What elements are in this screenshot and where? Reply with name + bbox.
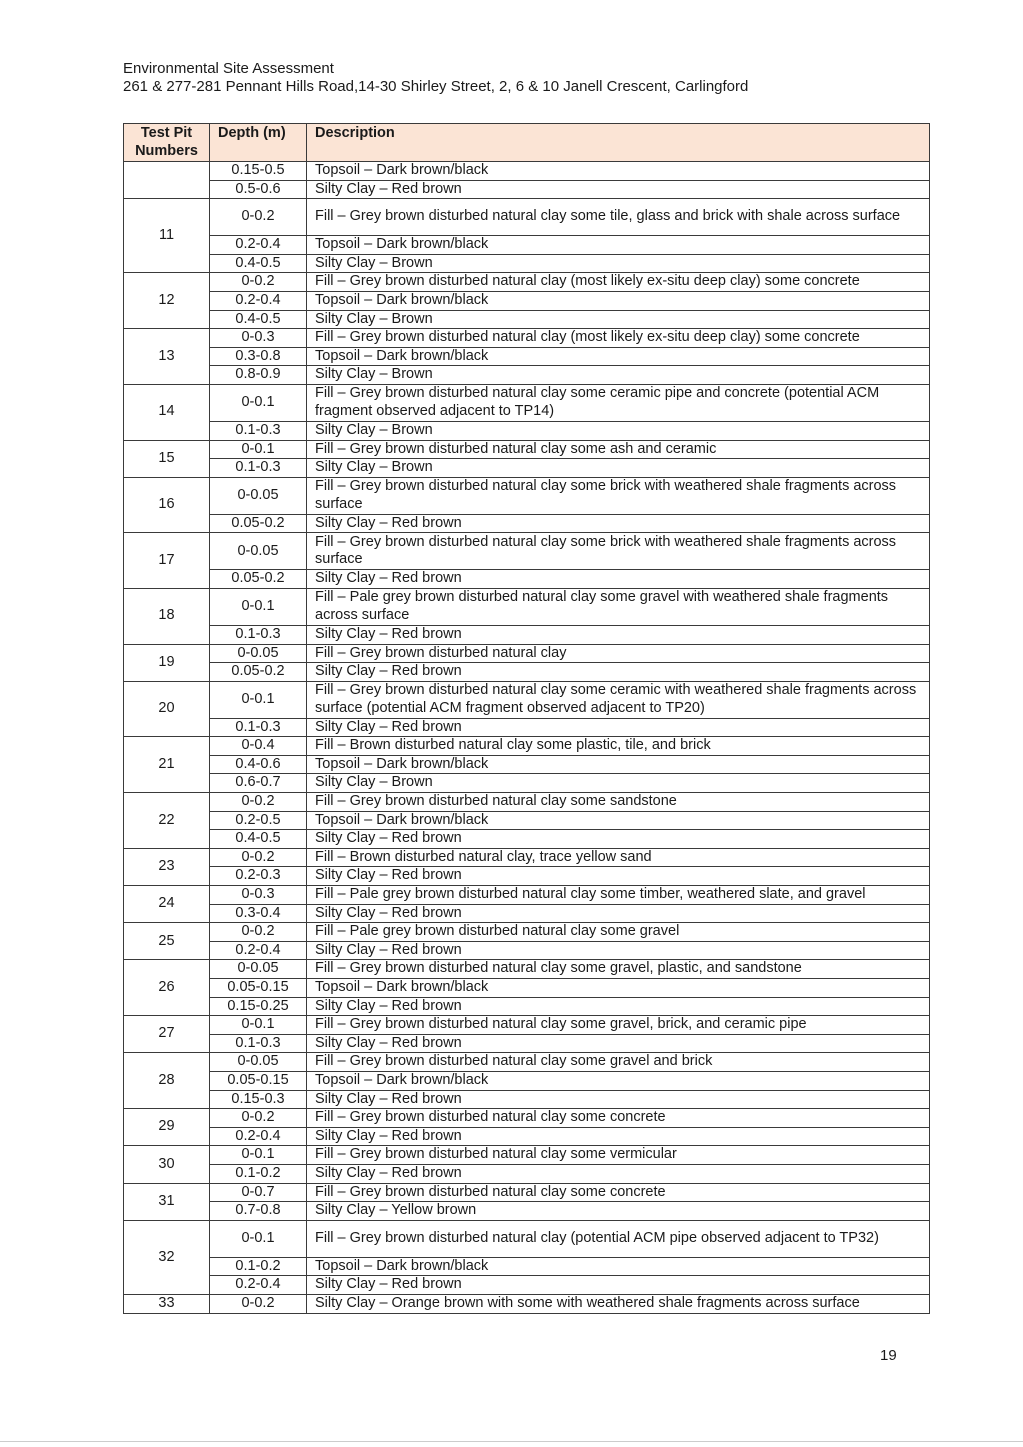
- depth-cell: 0.2-0.4: [210, 941, 307, 960]
- description-cell: Silty Clay – Red brown: [307, 997, 930, 1016]
- depth-cell: 0.4-0.5: [210, 254, 307, 273]
- table-row: [124, 867, 930, 886]
- depth-cell: 0.2-0.5: [210, 811, 307, 830]
- test-pit-number: [124, 162, 210, 199]
- depth-cell: 0-0.1: [210, 1146, 307, 1165]
- table-row: [124, 848, 930, 867]
- table-row: [124, 199, 930, 236]
- table-body: [124, 162, 930, 1314]
- test-pit-number: 19: [124, 644, 210, 681]
- description-cell: Silty Clay – Brown: [307, 421, 930, 440]
- test-pit-number: 16: [124, 477, 210, 533]
- description-cell: Fill – Grey brown disturbed natural clay some gravel, plastic, and sandstone: [307, 960, 930, 979]
- depth-cell: 0-0.2: [210, 1294, 307, 1313]
- table-row: [124, 1090, 930, 1109]
- depth-cell: 0.1-0.3: [210, 718, 307, 737]
- depth-cell: 0-0.2: [210, 793, 307, 812]
- description-cell: Topsoil – Dark brown/black: [307, 1257, 930, 1276]
- description-cell: Fill – Grey brown disturbed natural clay some concrete: [307, 1183, 930, 1202]
- page-number: 19: [880, 1347, 897, 1364]
- table-row: [124, 329, 930, 348]
- table-row: [124, 1127, 930, 1146]
- depth-cell: 0.4-0.6: [210, 755, 307, 774]
- table-row: [124, 236, 930, 255]
- description-cell: Fill – Grey brown disturbed natural clay some ceramic with weathered shale fragments across surface (potential ACM fragment observed adjacent to TP20): [307, 681, 930, 718]
- table-row: [124, 180, 930, 199]
- description-cell: Topsoil – Dark brown/black: [307, 755, 930, 774]
- document-title: Environmental Site Assessment: [123, 60, 334, 77]
- table-row: [124, 663, 930, 682]
- depth-cell: 0-0.2: [210, 1109, 307, 1128]
- table-row: [124, 923, 930, 942]
- table-row: [124, 1164, 930, 1183]
- description-cell: Silty Clay – Orange brown with some with weathered shale fragments across surface: [307, 1294, 930, 1313]
- depth-cell: 0.3-0.4: [210, 904, 307, 923]
- depth-cell: 0.2-0.4: [210, 1127, 307, 1146]
- test-pit-number: 17: [124, 533, 210, 589]
- table-header-row: [124, 124, 930, 162]
- column-header-test-pit: Test Pit Numbers: [124, 124, 210, 162]
- depth-cell: 0.1-0.3: [210, 1034, 307, 1053]
- test-pit-number: 21: [124, 737, 210, 793]
- description-cell: Fill – Grey brown disturbed natural clay some ash and ceramic: [307, 440, 930, 459]
- description-cell: Silty Clay – Red brown: [307, 941, 930, 960]
- depth-cell: 0-0.3: [210, 886, 307, 905]
- depth-cell: 0-0.2: [210, 199, 307, 236]
- depth-cell: 0.7-0.8: [210, 1202, 307, 1221]
- description-cell: Fill – Grey brown disturbed natural clay (most likely ex-situ deep clay) some concrete: [307, 329, 930, 348]
- description-cell: Fill – Grey brown disturbed natural clay some tile, glass and brick with shale across surface: [307, 199, 930, 236]
- table-row: [124, 793, 930, 812]
- table-row: [124, 1053, 930, 1072]
- description-cell: Silty Clay – Red brown: [307, 830, 930, 849]
- depth-cell: 0-0.1: [210, 1220, 307, 1257]
- table-row: [124, 1071, 930, 1090]
- description-cell: Silty Clay – Red brown: [307, 514, 930, 533]
- depth-cell: 0.2-0.4: [210, 291, 307, 310]
- table-row: [124, 440, 930, 459]
- description-cell: Silty Clay – Red brown: [307, 570, 930, 589]
- depth-cell: 0-0.05: [210, 1053, 307, 1072]
- table-row: [124, 997, 930, 1016]
- table-row: [124, 162, 930, 181]
- description-cell: Fill – Grey brown disturbed natural clay some vermicular: [307, 1146, 930, 1165]
- table-row: [124, 941, 930, 960]
- depth-cell: 0.05-0.2: [210, 663, 307, 682]
- test-pit-number: 29: [124, 1109, 210, 1146]
- description-cell: Silty Clay – Red brown: [307, 1034, 930, 1053]
- description-cell: Fill – Grey brown disturbed natural clay (most likely ex-situ deep clay) some concrete: [307, 273, 930, 292]
- table-row: [124, 310, 930, 329]
- test-pit-number: 11: [124, 199, 210, 273]
- test-pit-number: 32: [124, 1220, 210, 1294]
- test-pit-number: 18: [124, 588, 210, 644]
- table-row: [124, 1183, 930, 1202]
- page-header: [123, 60, 748, 96]
- depth-cell: 0.15-0.25: [210, 997, 307, 1016]
- table-row: [124, 960, 930, 979]
- test-pit-number: 22: [124, 793, 210, 849]
- description-cell: Topsoil – Dark brown/black: [307, 1071, 930, 1090]
- table-row: [124, 384, 930, 421]
- description-cell: Silty Clay – Red brown: [307, 180, 930, 199]
- depth-cell: 0-0.1: [210, 1016, 307, 1035]
- table-row: [124, 681, 930, 718]
- page-bottom-divider: [0, 1441, 1023, 1442]
- table-row: [124, 755, 930, 774]
- depth-cell: 0-0.1: [210, 384, 307, 421]
- depth-cell: 0.1-0.2: [210, 1164, 307, 1183]
- table-row: [124, 1294, 930, 1313]
- table-row: [124, 644, 930, 663]
- table-row: [124, 347, 930, 366]
- description-cell: Fill – Pale grey brown disturbed natural clay some timber, weathered slate, and gravel: [307, 886, 930, 905]
- test-pit-number: 13: [124, 329, 210, 385]
- description-cell: Silty Clay – Yellow brown: [307, 1202, 930, 1221]
- description-cell: Silty Clay – Red brown: [307, 1127, 930, 1146]
- description-cell: Silty Clay – Brown: [307, 366, 930, 385]
- description-cell: Fill – Pale grey brown disturbed natural clay some gravel with weathered shale fragments across surface: [307, 588, 930, 625]
- description-cell: Topsoil – Dark brown/black: [307, 347, 930, 366]
- table-row: [124, 979, 930, 998]
- description-cell: Fill – Grey brown disturbed natural clay some ceramic pipe and concrete (potential ACM fragment observed adjacent to TP14): [307, 384, 930, 421]
- test-pit-log-table: [123, 123, 930, 1314]
- description-cell: Fill – Grey brown disturbed natural clay some brick with weathered shale fragments across surface: [307, 477, 930, 514]
- description-cell: Topsoil – Dark brown/black: [307, 236, 930, 255]
- test-pit-number: 28: [124, 1053, 210, 1109]
- table-row: [124, 291, 930, 310]
- depth-cell: 0.05-0.15: [210, 979, 307, 998]
- table-row: [124, 514, 930, 533]
- description-cell: Fill – Grey brown disturbed natural clay some sandstone: [307, 793, 930, 812]
- test-pit-number: 30: [124, 1146, 210, 1183]
- description-cell: Fill – Brown disturbed natural clay, trace yellow sand: [307, 848, 930, 867]
- description-cell: Silty Clay – Brown: [307, 774, 930, 793]
- test-pit-number: 27: [124, 1016, 210, 1053]
- table-row: [124, 570, 930, 589]
- depth-cell: 0-0.1: [210, 588, 307, 625]
- table-row: [124, 1257, 930, 1276]
- test-pit-number: 25: [124, 923, 210, 960]
- table-row: [124, 421, 930, 440]
- table-row: [124, 1220, 930, 1257]
- depth-cell: 0-0.05: [210, 644, 307, 663]
- depth-cell: 0-0.1: [210, 440, 307, 459]
- table-row: [124, 533, 930, 570]
- table-row: [124, 273, 930, 292]
- description-cell: Silty Clay – Brown: [307, 254, 930, 273]
- depth-cell: 0.05-0.15: [210, 1071, 307, 1090]
- table-row: [124, 1276, 930, 1295]
- depth-cell: 0-0.2: [210, 273, 307, 292]
- description-cell: Fill – Grey brown disturbed natural clay (potential ACM pipe observed adjacent to TP32): [307, 1220, 930, 1257]
- test-pit-number: 15: [124, 440, 210, 477]
- table-row: [124, 737, 930, 756]
- table-row: [124, 1109, 930, 1128]
- description-cell: Fill – Grey brown disturbed natural clay some gravel and brick: [307, 1053, 930, 1072]
- depth-cell: 0-0.05: [210, 533, 307, 570]
- table-row: [124, 254, 930, 273]
- table-row: [124, 1034, 930, 1053]
- depth-cell: 0.3-0.8: [210, 347, 307, 366]
- description-cell: Fill – Grey brown disturbed natural clay some brick with weathered shale fragments across surface: [307, 533, 930, 570]
- table-row: [124, 904, 930, 923]
- depth-cell: 0.8-0.9: [210, 366, 307, 385]
- table-row: [124, 625, 930, 644]
- table-row: [124, 1016, 930, 1035]
- description-cell: Fill – Brown disturbed natural clay some plastic, tile, and brick: [307, 737, 930, 756]
- depth-cell: 0-0.2: [210, 848, 307, 867]
- test-pit-number: 24: [124, 886, 210, 923]
- test-pit-number: 23: [124, 848, 210, 885]
- depth-cell: 0.5-0.6: [210, 180, 307, 199]
- description-cell: Silty Clay – Red brown: [307, 1164, 930, 1183]
- test-pit-number: 31: [124, 1183, 210, 1220]
- depth-cell: 0-0.3: [210, 329, 307, 348]
- depth-cell: 0.1-0.3: [210, 625, 307, 644]
- description-cell: Silty Clay – Brown: [307, 459, 930, 478]
- description-cell: Topsoil – Dark brown/black: [307, 162, 930, 181]
- depth-cell: 0.1-0.2: [210, 1257, 307, 1276]
- site-address: 261 & 277-281 Pennant Hills Road,14-30 Shirley Street, 2, 6 & 10 Janell Crescent, Carlingford: [123, 78, 749, 95]
- test-pit-number: 20: [124, 681, 210, 737]
- description-cell: Silty Clay – Red brown: [307, 1276, 930, 1295]
- description-cell: Silty Clay – Red brown: [307, 1090, 930, 1109]
- depth-cell: 0-0.1: [210, 681, 307, 718]
- description-cell: Topsoil – Dark brown/black: [307, 979, 930, 998]
- depth-cell: 0-0.2: [210, 923, 307, 942]
- depth-cell: 0.2-0.4: [210, 236, 307, 255]
- column-header-description: Description: [307, 124, 930, 162]
- table-row: [124, 774, 930, 793]
- depth-cell: 0.2-0.3: [210, 867, 307, 886]
- depth-cell: 0-0.05: [210, 477, 307, 514]
- table-row: [124, 1146, 930, 1165]
- description-cell: Silty Clay – Red brown: [307, 867, 930, 886]
- description-cell: Fill – Grey brown disturbed natural clay some gravel, brick, and ceramic pipe: [307, 1016, 930, 1035]
- table-row: [124, 718, 930, 737]
- description-cell: Silty Clay – Brown: [307, 310, 930, 329]
- description-cell: Silty Clay – Red brown: [307, 663, 930, 682]
- table-row: [124, 366, 930, 385]
- depth-cell: 0-0.4: [210, 737, 307, 756]
- depth-cell: 0.2-0.4: [210, 1276, 307, 1295]
- test-pit-number: 26: [124, 960, 210, 1016]
- description-cell: Silty Clay – Red brown: [307, 718, 930, 737]
- test-pit-number: 33: [124, 1294, 210, 1313]
- depth-cell: 0.1-0.3: [210, 459, 307, 478]
- depth-cell: 0-0.05: [210, 960, 307, 979]
- column-header-depth: Depth (m): [210, 124, 307, 162]
- test-pit-number: 14: [124, 384, 210, 440]
- description-cell: Silty Clay – Red brown: [307, 904, 930, 923]
- description-cell: Fill – Grey brown disturbed natural clay: [307, 644, 930, 663]
- description-cell: Topsoil – Dark brown/black: [307, 291, 930, 310]
- table-row: [124, 477, 930, 514]
- description-cell: Topsoil – Dark brown/black: [307, 811, 930, 830]
- table-row: [124, 588, 930, 625]
- table-row: [124, 459, 930, 478]
- description-cell: Silty Clay – Red brown: [307, 625, 930, 644]
- depth-cell: 0.4-0.5: [210, 830, 307, 849]
- description-cell: Fill – Grey brown disturbed natural clay some concrete: [307, 1109, 930, 1128]
- depth-cell: 0.05-0.2: [210, 570, 307, 589]
- table-row: [124, 830, 930, 849]
- depth-cell: 0.15-0.3: [210, 1090, 307, 1109]
- test-pit-number: 12: [124, 273, 210, 329]
- depth-cell: 0.05-0.2: [210, 514, 307, 533]
- table-row: [124, 1202, 930, 1221]
- depth-cell: 0.6-0.7: [210, 774, 307, 793]
- table-row: [124, 811, 930, 830]
- depth-cell: 0-0.7: [210, 1183, 307, 1202]
- table-row: [124, 886, 930, 905]
- description-cell: Fill – Pale grey brown disturbed natural clay some gravel: [307, 923, 930, 942]
- depth-cell: 0.1-0.3: [210, 421, 307, 440]
- depth-cell: 0.15-0.5: [210, 162, 307, 181]
- depth-cell: 0.4-0.5: [210, 310, 307, 329]
